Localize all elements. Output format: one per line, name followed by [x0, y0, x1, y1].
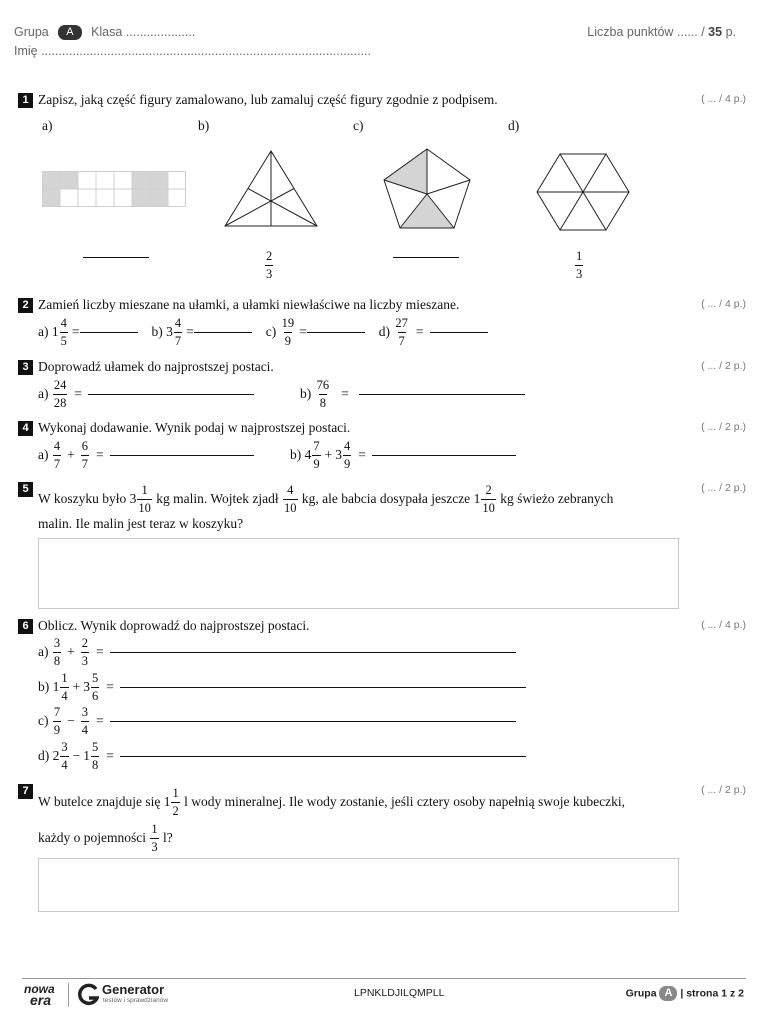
figure-c-pentagon — [380, 146, 474, 232]
fraction: $\frac{4}{7}$ — [174, 316, 182, 348]
question-4-points: ( ... / 2 p.) — [701, 421, 746, 433]
fraction: $\frac{4}{9}$ — [344, 439, 351, 471]
equals-sign: = — [299, 324, 307, 339]
answer-line[interactable] — [307, 332, 365, 333]
equals-sign: = — [96, 644, 104, 659]
points-unit: p. — [725, 25, 736, 39]
question-6-item-d — [38, 739, 526, 773]
item-label: b) — [300, 386, 312, 401]
mixed-whole: 1 — [473, 491, 481, 506]
document-code: LPNKLDJILQMPLL — [354, 987, 445, 999]
mixed-whole: 3 — [129, 491, 137, 506]
answer-box-7[interactable] — [38, 858, 679, 912]
fraction: $\frac{3}{4}$ — [61, 740, 68, 772]
figure-b-triangle — [222, 148, 320, 230]
fraction: $\frac{1}{4}$ — [61, 671, 68, 703]
equals-sign: = — [415, 324, 424, 339]
question-6-item-b — [38, 670, 526, 704]
question-4-item-a — [38, 438, 254, 472]
question-6-item-a — [38, 635, 516, 669]
operator: − — [67, 713, 75, 728]
text-segment: l? — [162, 830, 173, 845]
part-label-a: a) — [42, 118, 53, 133]
fraction: $\frac{4}{7}$ — [53, 439, 61, 471]
answer-line[interactable] — [110, 721, 516, 722]
fraction: $\frac{24}{28}$ — [53, 378, 67, 410]
text-segment: kg świeżo zebranych — [500, 491, 614, 506]
answer-line[interactable] — [80, 332, 138, 333]
operator: + — [67, 447, 75, 462]
fraction: $\frac{1}{3}$ — [151, 822, 158, 854]
mixed-whole: 1 — [83, 748, 90, 763]
figure-b-caption: $\frac{2}{3}$ — [266, 249, 273, 281]
equals-sign: = — [74, 386, 82, 401]
equals-sign: = — [96, 447, 104, 462]
question-6-text: Oblicz. Wynik doprowadź do najprostszej postaci. — [38, 618, 310, 633]
equals-sign: = — [96, 713, 104, 728]
answer-line[interactable] — [372, 455, 516, 456]
item-label: d) — [378, 324, 390, 339]
item-label: a) — [38, 386, 49, 401]
operator: + — [72, 679, 81, 694]
answer-line-a[interactable] — [83, 257, 149, 258]
footer-grupa-label: Grupa — [625, 987, 657, 1000]
points-label: Liczba punktów ...... / — [587, 25, 705, 39]
fraction: $\frac{5}{8}$ — [92, 740, 99, 772]
grupa-badge: A — [58, 25, 81, 40]
imie-field: Imię ............................................................................................... — [14, 44, 372, 58]
operator: − — [72, 748, 81, 763]
equals-sign: = — [71, 324, 80, 339]
fraction: $\frac{1}{10}$ — [138, 483, 151, 515]
logo-text-bottom: era — [30, 992, 52, 1008]
question-3-item-b — [300, 377, 525, 411]
equals-sign: = — [106, 748, 114, 763]
item-label: a) — [38, 324, 49, 339]
mixed-whole: 1 — [51, 324, 59, 339]
text-segment: l wody mineralnej. Ile wody zostanie, jeśli cztery osoby napełnią swoje kubeczki, — [184, 794, 625, 809]
answer-line[interactable] — [120, 687, 526, 688]
generator-logo-title: Generator — [102, 982, 165, 997]
item-label: d) — [38, 748, 50, 763]
text-segment: kg, ale babcia dosypała jeszcze — [301, 491, 471, 506]
fraction: $\frac{2}{10}$ — [482, 483, 495, 515]
question-4-text: Wykonaj dodawanie. Wynik podaj w najprostszej postaci. — [38, 420, 351, 435]
item-label: b) — [151, 324, 163, 339]
fraction: $\frac{2}{3}$ — [81, 636, 88, 668]
question-1-points: ( ... / 4 p.) — [701, 93, 746, 105]
logo-text-top: nowa — [24, 982, 55, 996]
question-number-5: 5 — [18, 482, 33, 497]
equals-sign: = — [341, 386, 349, 401]
generator-logo-icon — [77, 983, 99, 1007]
footer-page-info — [626, 986, 744, 1001]
question-5-points: ( ... / 2 p.) — [701, 482, 746, 494]
points-summary — [587, 25, 736, 39]
logo-separator — [68, 983, 69, 1007]
mixed-whole: 4 — [304, 447, 312, 462]
operator: + — [67, 644, 75, 659]
text-segment: W koszyku było — [38, 491, 127, 506]
mixed-whole: 1 — [163, 794, 171, 809]
equals-sign: = — [106, 679, 114, 694]
answer-line[interactable] — [430, 332, 488, 333]
question-7-points: ( ... / 2 p.) — [701, 784, 746, 796]
answer-line[interactable] — [194, 332, 252, 333]
question-6-item-c — [38, 704, 516, 738]
item-label: a) — [38, 644, 49, 659]
question-number-3: 3 — [18, 360, 33, 375]
part-label-d: d) — [508, 118, 520, 133]
generator-logo-subtitle: testów i sprawdzianów — [103, 997, 169, 1004]
text-segment: każdy o pojemności — [38, 830, 146, 845]
klasa-field: Klasa .................... — [91, 25, 196, 39]
mixed-whole: 3 — [83, 679, 90, 694]
footer-grupa-badge: A — [659, 986, 677, 1001]
grupa-label: Grupa — [14, 25, 49, 39]
question-7-text — [38, 784, 625, 820]
points-total: 35 — [708, 25, 723, 39]
question-4-item-b — [290, 438, 516, 472]
header-group — [14, 25, 195, 40]
mixed-whole: 1 — [52, 679, 60, 694]
answer-line[interactable] — [88, 394, 254, 395]
nowa-era-logo — [24, 984, 60, 1006]
question-2-text: Zamień liczby mieszane na ułamki, a ułamki niewłaściwe na liczby mieszane. — [38, 297, 460, 312]
item-label: c) — [265, 324, 277, 339]
fraction: $\frac{7}{9}$ — [53, 705, 61, 737]
part-label-c: c) — [353, 118, 364, 133]
fraction: $\frac{1}{2}$ — [172, 786, 179, 818]
footer-divider — [22, 978, 746, 979]
fraction: $\frac{76}{8}$ — [316, 378, 330, 410]
figure-a-grid — [42, 171, 187, 207]
question-2-items — [38, 316, 488, 348]
question-5-text-line2: malin. Ile malin jest teraz w koszyku? — [38, 516, 244, 531]
fraction: $\frac{4}{5}$ — [60, 316, 67, 348]
equals-sign: = — [358, 447, 366, 462]
part-label-b: b) — [198, 118, 210, 133]
answer-line[interactable] — [110, 455, 254, 456]
answer-line[interactable] — [120, 756, 526, 757]
fraction: $\frac{6}{7}$ — [81, 439, 88, 471]
fraction: $\frac{5}{6}$ — [92, 671, 99, 703]
footer-page-label: | strona 1 z 2 — [680, 987, 744, 1000]
figure-d-caption: $\frac{1}{3}$ — [576, 249, 583, 281]
mixed-whole: 3 — [335, 447, 342, 462]
item-label: a) — [38, 447, 49, 462]
fraction: $\frac{3}{8}$ — [53, 636, 61, 668]
item-label: b) — [38, 679, 50, 694]
answer-line-c[interactable] — [393, 257, 459, 258]
mixed-whole: 2 — [52, 748, 60, 763]
question-number-7: 7 — [18, 784, 33, 799]
question-3-text: Doprowadź ułamek do najprostszej postaci. — [38, 359, 274, 374]
answer-line[interactable] — [110, 652, 516, 653]
answer-box-5[interactable] — [38, 538, 679, 609]
question-number-1: 1 — [18, 93, 33, 108]
question-3-points: ( ... / 2 p.) — [701, 360, 746, 372]
question-3-item-a — [38, 377, 254, 411]
question-number-2: 2 — [18, 298, 33, 313]
fraction: $\frac{3}{4}$ — [81, 705, 88, 737]
fraction: $\frac{19}{9}$ — [281, 316, 295, 348]
question-number-4: 4 — [18, 421, 33, 436]
figure-d-hexagon — [534, 152, 632, 232]
question-6-points: ( ... / 4 p.) — [701, 619, 746, 631]
question-7-text-line2 — [38, 820, 173, 856]
fraction: $\frac{4}{10}$ — [284, 483, 297, 515]
question-number-6: 6 — [18, 619, 33, 634]
item-label: c) — [38, 713, 49, 728]
question-5-text — [38, 481, 613, 517]
mixed-whole: 3 — [166, 324, 173, 339]
question-1-text: Zapisz, jaką część figury zamalowano, lub zamaluj część figury zgodnie z podpisem. — [38, 92, 498, 107]
item-label: b) — [290, 447, 302, 462]
fraction: $\frac{7}{9}$ — [313, 439, 320, 471]
fraction: $\frac{27}{7}$ — [395, 316, 408, 348]
text-segment: W butelce znajduje się — [38, 794, 161, 809]
answer-line[interactable] — [359, 394, 525, 395]
operator: + — [324, 447, 333, 462]
question-2-points: ( ... / 4 p.) — [701, 298, 746, 310]
equals-sign: = — [186, 324, 194, 339]
text-segment: kg malin. Wojtek zjadł — [156, 491, 279, 506]
